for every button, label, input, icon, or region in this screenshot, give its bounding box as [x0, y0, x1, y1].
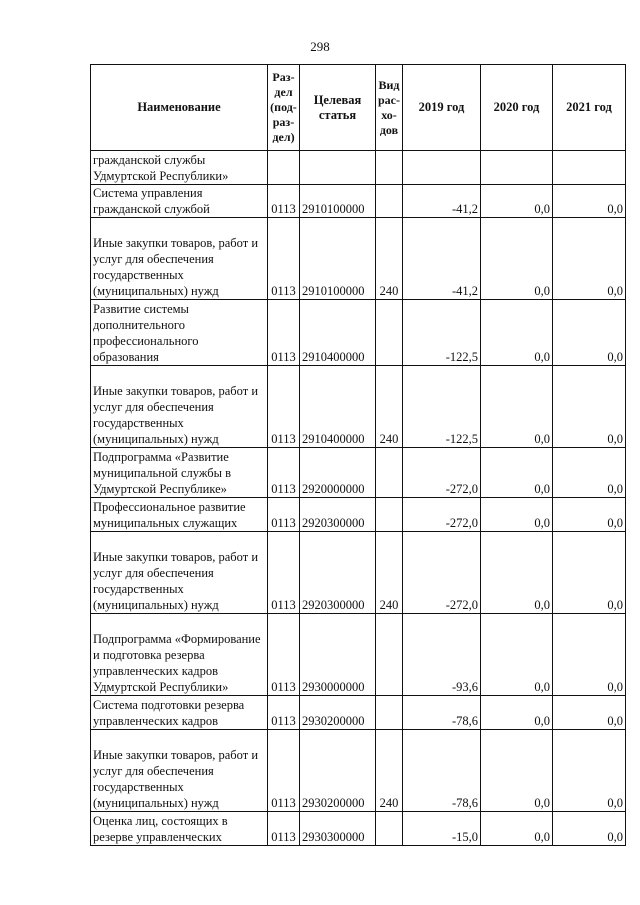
row-value-2020 — [481, 151, 553, 185]
row-value-2020: 0,0 — [481, 532, 553, 614]
row-name: Развитие системы дополнительного профессионального образования — [91, 300, 268, 366]
row-section: 0113 — [268, 366, 300, 448]
table-header-row — [91, 65, 626, 151]
row-value-2021: 0,0 — [553, 696, 626, 730]
row-value-2019: -122,5 — [403, 366, 481, 448]
row-expense-type — [376, 614, 403, 696]
row-value-2020: 0,0 — [481, 300, 553, 366]
row-value-2020: 0,0 — [481, 614, 553, 696]
budget-table — [90, 64, 626, 846]
table-row — [91, 498, 626, 532]
row-target — [300, 151, 376, 185]
header-2021: 2021 год — [553, 65, 626, 151]
row-value-2020: 0,0 — [481, 366, 553, 448]
row-target: 2920300000 — [300, 532, 376, 614]
row-section: 0113 — [268, 812, 300, 846]
row-value-2019: -272,0 — [403, 448, 481, 498]
table-row — [91, 366, 626, 448]
row-value-2019: -41,2 — [403, 218, 481, 300]
row-section: 0113 — [268, 185, 300, 218]
table-row — [91, 151, 626, 185]
row-value-2020: 0,0 — [481, 448, 553, 498]
table-body — [91, 151, 626, 846]
row-value-2020: 0,0 — [481, 185, 553, 218]
row-section: 0113 — [268, 448, 300, 498]
row-value-2021: 0,0 — [553, 185, 626, 218]
table-row — [91, 730, 626, 812]
row-expense-type — [376, 185, 403, 218]
row-expense-type — [376, 448, 403, 498]
table-row — [91, 218, 626, 300]
row-target: 2910100000 — [300, 185, 376, 218]
row-expense-type: 240 — [376, 730, 403, 812]
row-section: 0113 — [268, 730, 300, 812]
row-name: Система подготовки резерва управленческих кадров — [91, 696, 268, 730]
row-name: гражданской службы Удмуртской Республики» — [91, 151, 268, 185]
table-row — [91, 448, 626, 498]
row-value-2020: 0,0 — [481, 696, 553, 730]
row-target: 2910100000 — [300, 218, 376, 300]
header-2019: 2019 год — [403, 65, 481, 151]
row-section: 0113 — [268, 614, 300, 696]
row-section — [268, 151, 300, 185]
page-number: 298 — [310, 39, 330, 54]
row-name: Подпрограмма «Формирование и подготовка резерва управленческих кадров Удмуртской Республики» — [91, 614, 268, 696]
table-row — [91, 696, 626, 730]
row-value-2021: 0,0 — [553, 498, 626, 532]
row-value-2021: 0,0 — [553, 812, 626, 846]
row-value-2019: -41,2 — [403, 185, 481, 218]
header-target: Целевая статья — [300, 65, 376, 151]
row-expense-type: 240 — [376, 366, 403, 448]
table-row — [91, 614, 626, 696]
row-section: 0113 — [268, 532, 300, 614]
row-expense-type — [376, 498, 403, 532]
row-name: Иные закупки товаров, работ и услуг для обеспечения государственных (муниципальных) нужд — [91, 366, 268, 448]
row-value-2020: 0,0 — [481, 498, 553, 532]
header-section: Раз- дел (под- раз- дел) — [268, 65, 300, 151]
row-name: Система управления гражданской службой — [91, 185, 268, 218]
row-target: 2910400000 — [300, 366, 376, 448]
row-value-2020: 0,0 — [481, 812, 553, 846]
row-expense-type — [376, 696, 403, 730]
row-section: 0113 — [268, 218, 300, 300]
table-row — [91, 300, 626, 366]
row-name: Оценка лиц, состоящих в резерве управленческих — [91, 812, 268, 846]
row-section: 0113 — [268, 498, 300, 532]
row-value-2019: -78,6 — [403, 696, 481, 730]
row-value-2021: 0,0 — [553, 532, 626, 614]
row-expense-type: 240 — [376, 218, 403, 300]
row-target: 2930200000 — [300, 696, 376, 730]
row-value-2019 — [403, 151, 481, 185]
row-expense-type — [376, 812, 403, 846]
row-name: Иные закупки товаров, работ и услуг для обеспечения государственных (муниципальных) нужд — [91, 218, 268, 300]
row-name: Иные закупки товаров, работ и услуг для обеспечения государственных (муниципальных) нужд — [91, 730, 268, 812]
row-value-2019: -93,6 — [403, 614, 481, 696]
row-section: 0113 — [268, 696, 300, 730]
row-expense-type: 240 — [376, 532, 403, 614]
header-name: Наименование — [91, 65, 268, 151]
table-row — [91, 185, 626, 218]
row-value-2021: 0,0 — [553, 448, 626, 498]
row-value-2019: -122,5 — [403, 300, 481, 366]
row-value-2020: 0,0 — [481, 218, 553, 300]
header-expense-type: Вид рас- хо- дов — [376, 65, 403, 151]
row-value-2019: -15,0 — [403, 812, 481, 846]
row-value-2021 — [553, 151, 626, 185]
row-expense-type — [376, 300, 403, 366]
row-section: 0113 — [268, 300, 300, 366]
row-value-2021: 0,0 — [553, 366, 626, 448]
row-value-2019: -78,6 — [403, 730, 481, 812]
row-expense-type — [376, 151, 403, 185]
row-value-2019: -272,0 — [403, 498, 481, 532]
header-2020: 2020 год — [481, 65, 553, 151]
row-target: 2930200000 — [300, 730, 376, 812]
row-target: 2910400000 — [300, 300, 376, 366]
table-row — [91, 812, 626, 846]
row-value-2021: 0,0 — [553, 730, 626, 812]
row-value-2019: -272,0 — [403, 532, 481, 614]
row-target: 2920300000 — [300, 498, 376, 532]
row-target: 2920000000 — [300, 448, 376, 498]
row-value-2020: 0,0 — [481, 730, 553, 812]
row-name: Иные закупки товаров, работ и услуг для обеспечения государственных (муниципальных) нужд — [91, 532, 268, 614]
row-value-2021: 0,0 — [553, 300, 626, 366]
row-value-2021: 0,0 — [553, 218, 626, 300]
row-target: 2930000000 — [300, 614, 376, 696]
row-name: Подпрограмма «Развитие муниципальной службы в Удмуртской Республике» — [91, 448, 268, 498]
row-name: Профессиональное развитие муниципальных служащих — [91, 498, 268, 532]
table-row — [91, 532, 626, 614]
row-target: 2930300000 — [300, 812, 376, 846]
row-value-2021: 0,0 — [553, 614, 626, 696]
